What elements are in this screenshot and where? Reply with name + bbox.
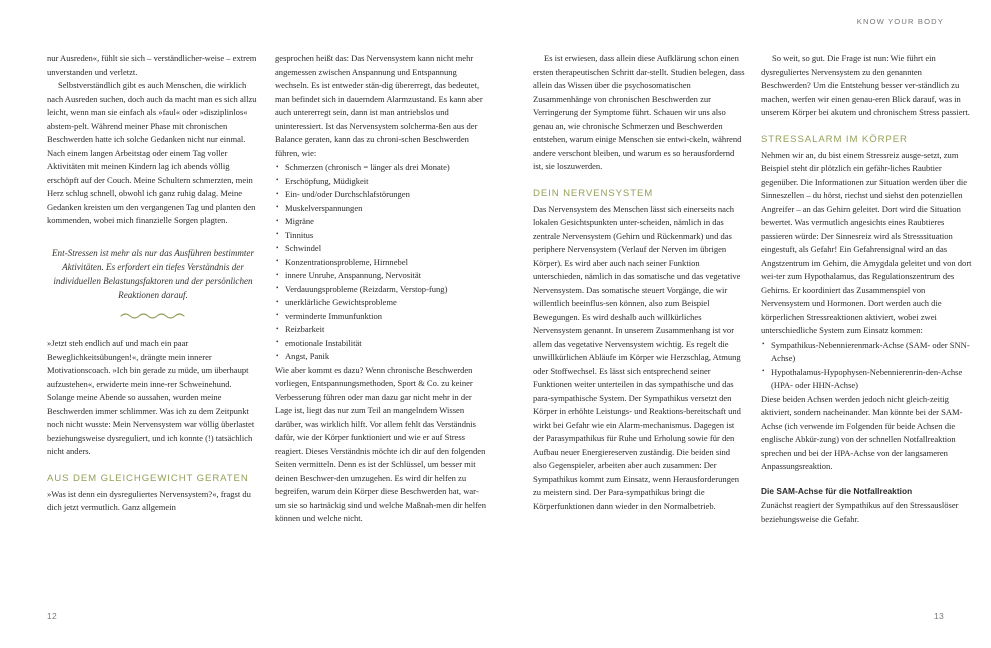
bullet-item: • Muskelverspannungen <box>275 202 487 216</box>
page-number-right: 13 <box>933 611 944 621</box>
body-paragraph: Das Nervensystem des Menschen lässt sich einerseits nach lokalen Gesichtspunkten unter-scheiden, nämlich in das zentrale Nervensystem (Gehirn und Rückenmark) und das periphere Nervensystem (Verlauf der Nerven im übrigen Körper). Es wird aber auch nach seiner Funktion unterschieden, nämlich in das somatische und das vegetative Nervensystem. Das somatische steuert Vorgänge, die wir willentlich beeinflus-sen können, also zum Beispiel Bewegungen. Es wird deshalb auch willkürliches Nervensystem genannt. In unserem Zusammenhang ist vor allem das vegetative Nervensystem wichtig. Es regelt die unwillkürlichen Abläufe im Körper wie Herzschlag, Atmung oder Stoffwechsel. Es lässt sich entsprechend seiner Funktionen weiter unterteilen in das sympathische und das para-sympathische System. Der Sympathikus versetzt den Körper in erhöhte Leistungs- und Reaktions-bereitschaft und wirkt bei Gefahr wie ein Alarm-mechanismus. Dagegen ist der Parasympathikus für Ruhe und Erholung sowie für den Aufbau neuer Energiereserven zuständig. Die beiden sind also Gegenspieler, arbeiten aber auch zusammen: Der Sympathikus kommt zum Einsatz, wenn Herausforderungen zu meistern sind. Der Para-sympathikus bringt die Körperfunktionen dann wieder in den Normalbetrieb. <box>533 203 741 511</box>
bullet-item: • Schmerzen (chronisch = länger als drei Monate) <box>275 161 487 175</box>
bullet-item: • Erschöpfung, Müdigkeit <box>275 175 487 189</box>
body-paragraph: Wie aber kommt es dazu? Wenn chronische Beschwerden vorliegen, Entspannungsmethoden, Sport & Co. zu keiner Verbesserung führen oder man dazu gar nicht mehr in der Lage ist, liegt das nur zum Teil an mangelndem Wissen darüber, was wirklich hilft. Vor allem fehlt das Verständnis dafür, wie der Körper funktioniert und wie er auf Stress reagiert. Dieses Verständnis möchte ich dir auf den folgenden Seiten vermitteln. Denn es ist der Schlüssel, um besser mit deinen Beschwer-den umzugehen. Es wird dir helfen zu begreifen, warum dein Körper diese Beschwerden hat, war-um sie so hartnäckig sind und welche Maßnah-men dir helfen können und welche nicht. <box>275 364 487 523</box>
bullet-item: • Schwindel <box>275 242 487 256</box>
section-heading: STRESSALARM IM KÖRPER <box>761 133 908 145</box>
bullet-item: • Hypothalamus-Hypophysen-Nebennierenrin-den-Achse (HPA- oder HHN-Achse) <box>761 366 973 393</box>
bullet-item: • verminderte Immunfunktion <box>275 310 487 324</box>
bullet-item: • Migräne <box>275 215 487 229</box>
body-paragraph: Selbstverständlich gibt es auch Menschen, die wirklich nach Ausreden suchen, doch auch da macht man es sich allzu leicht, wenn man sie einfach als »faul« oder »disziplinlos« abstem-pelt. Während meiner Phase mit chronischen Beschwerden hatte ich solche Gedanken nicht nur einmal. Nach einem langen Arbeitstag oder einem Tag voller Aktivitäten mit meinen Kindern lag ich abends völlig erschöpft auf der Couch. Meine Schultern schmerzten, mein Herz schlug schnell, obwohl ich ganz ruhig dalag. Meine Gedanken kreisten um den vergangenen Tag und planten den kommenden, wobei mich finanzielle Sorgen plagten. <box>47 80 257 225</box>
bullet-item: • Reizbarkeit <box>275 323 487 337</box>
text-columns-container <box>47 52 972 592</box>
body-paragraph: »Jetzt steh endlich auf und mach ein paar Beweglichkeitsübungen!«, drängte mein innerer Motivationscoach. »Ich bin gerade zu müde, um überhaupt aufzustehen«, erwiderte mein inne-rer Schweinehund. Solange meine Abende so aussahen, wurden meine Beschwerden immer schlimmer. Was ich zu dem Zeitpunkt noch nicht wusste: Mein Nervensystem war völlig überlastet beziehungsweise dysreguliert, und ich konnte (!) tatsächlich nicht anders. <box>47 338 255 457</box>
bullet-item: • innere Unruhe, Anspannung, Nervosität <box>275 269 487 283</box>
body-paragraph: So weit, so gut. Die Frage ist nun: Wie führt ein dysreguliertes Nervensystem zu den genannten Beschwerden? Um die Entstehung besser ver-ständlich zu machen, werfen wir einen genau-eren Blick darauf, was in unserem Körper bei akutem und chronischem Stress passiert. <box>761 53 970 117</box>
section-heading: DEIN NERVENSYSTEM <box>533 187 654 199</box>
text-column-2 <box>275 52 487 592</box>
bullet-item: • emotionale Instabilität <box>275 337 487 351</box>
text-column-3 <box>533 52 745 592</box>
body-paragraph: »Was ist denn ein dysreguliertes Nervensystem?«, fragst du dich jetzt vermutlich. Ganz allgemein <box>47 488 251 513</box>
bullet-item: • unerklärliche Gewichtsprobleme <box>275 296 487 310</box>
bullet-item: • Tinnitus <box>275 229 487 243</box>
pull-quote: Ent-Stressen ist mehr als nur das Ausführen bestimmter Aktivitäten. Es erfordert ein tiefes Verständnis der individuellen Belastungsfaktoren und der persönlichen Reaktionen darauf. <box>52 247 254 301</box>
wavy-rule-ornament <box>120 311 186 321</box>
body-paragraph: Es ist erwiesen, dass allein diese Aufklärung schon einen ersten therapeutischen Schritt dar-stellt. Studien belegen, dass allein das Wissen über die psychosomatischen Zusammenhänge von chronischen Beschwerden zur Verringerung der Symptome führt. Schauen wir uns also genau an, wie chronische Schmerzen und Beschwerden entstehen, warum einige Menschen sie entwi-ckeln, während andere verschont bleiben, und warum es so herausfordernd ist, sie loszuwerden. <box>533 53 745 171</box>
bullet-item: • Verdauungsprobleme (Reizdarm, Verstop-fung) <box>275 283 487 297</box>
sub-heading: Die SAM-Achse für die Notfallreaktion <box>761 485 913 496</box>
body-paragraph: Diese beiden Achsen werden jedoch nicht gleich-zeitig aktiviert, sondern nacheinander. Man könnte bei der SAM-Achse (ich verwende im Folgenden für beide Achsen die englische Abkür-zung) von der schnellen Notfallreaktion sprechen und bei der HPA-Achse von der langsameren Anpassungsreaktion. <box>761 393 963 471</box>
bullet-item: • Ein- und/oder Durchschlafstörungen <box>275 188 487 202</box>
text-column-1 <box>47 52 259 592</box>
body-paragraph: nur Ausreden«, fühlt sie sich – verständlicher-weise – extrem unverstanden und verletzt. <box>47 53 257 77</box>
bullet-item: • Konzentrationsprobleme, Hirnnebel <box>275 256 487 270</box>
page-number-left: 12 <box>47 611 58 621</box>
bullet-list <box>761 339 973 393</box>
body-paragraph: gesprochen heißt das: Das Nervensystem kann nicht mehr angemessen zwischen Anspannung und Entspannung wechseln. Es ist entweder stän-dig übererregt, das bedeutet, man befindet sich in dauerndem Alarmzustand. Es kann aber auch untererregt sein, dann ist man antriebslos und uninteressiert. Ist das Nervensystem solcherma-ßen aus der Balance geraten, kann das zu chroni-schen Beschwerden führen, wie: <box>275 53 483 158</box>
body-paragraph: Zunächst reagiert der Sympathikus auf den Stressauslöser beziehungsweise die Gefahr. <box>761 500 959 524</box>
bullet-item: • Angst, Panik <box>275 350 487 364</box>
bullet-item: • Sympathikus-Nebennierenmark-Achse (SAM- oder SNN-Achse) <box>761 339 973 366</box>
body-paragraph: Nehmen wir an, du bist einem Stressreiz ausge-setzt, zum Beispiel steht dir plötzlich ein gefähr-liches Raubtier gegenüber. Die Informationen zur Situation werden über die Sinneszellen – du hörst, riechst und siehst den potenziellen Angreifer – an das Gehirn geleitet. Dort wird die Situation bewertet. Was vermutlich angesichts eines Raubtieres passieren würde: Der Sinnesreiz wird als Stresssituation eingestuft, als Gefahr! Ein Gefahrensignal wird an das Angstzentrum im Gehirn, die Amygdala geleitet und von dort wei-ter zum Hypothalamus, das Regulationszentrum des Gehirns. Er koordiniert das Zusammenspiel von Nervensystem und Hormonen. Dort werden auch die körperlichen Stressreaktionen aktiviert, wobei zwei unterschiedliche System zum Einsatz kommen: <box>761 149 972 335</box>
text-column-4 <box>761 52 973 592</box>
section-heading: AUS DEM GLEICHGEWICHT GERATEN <box>47 472 249 484</box>
bullet-list <box>275 161 487 364</box>
running-header: KNOW YOUR BODY <box>856 17 944 26</box>
